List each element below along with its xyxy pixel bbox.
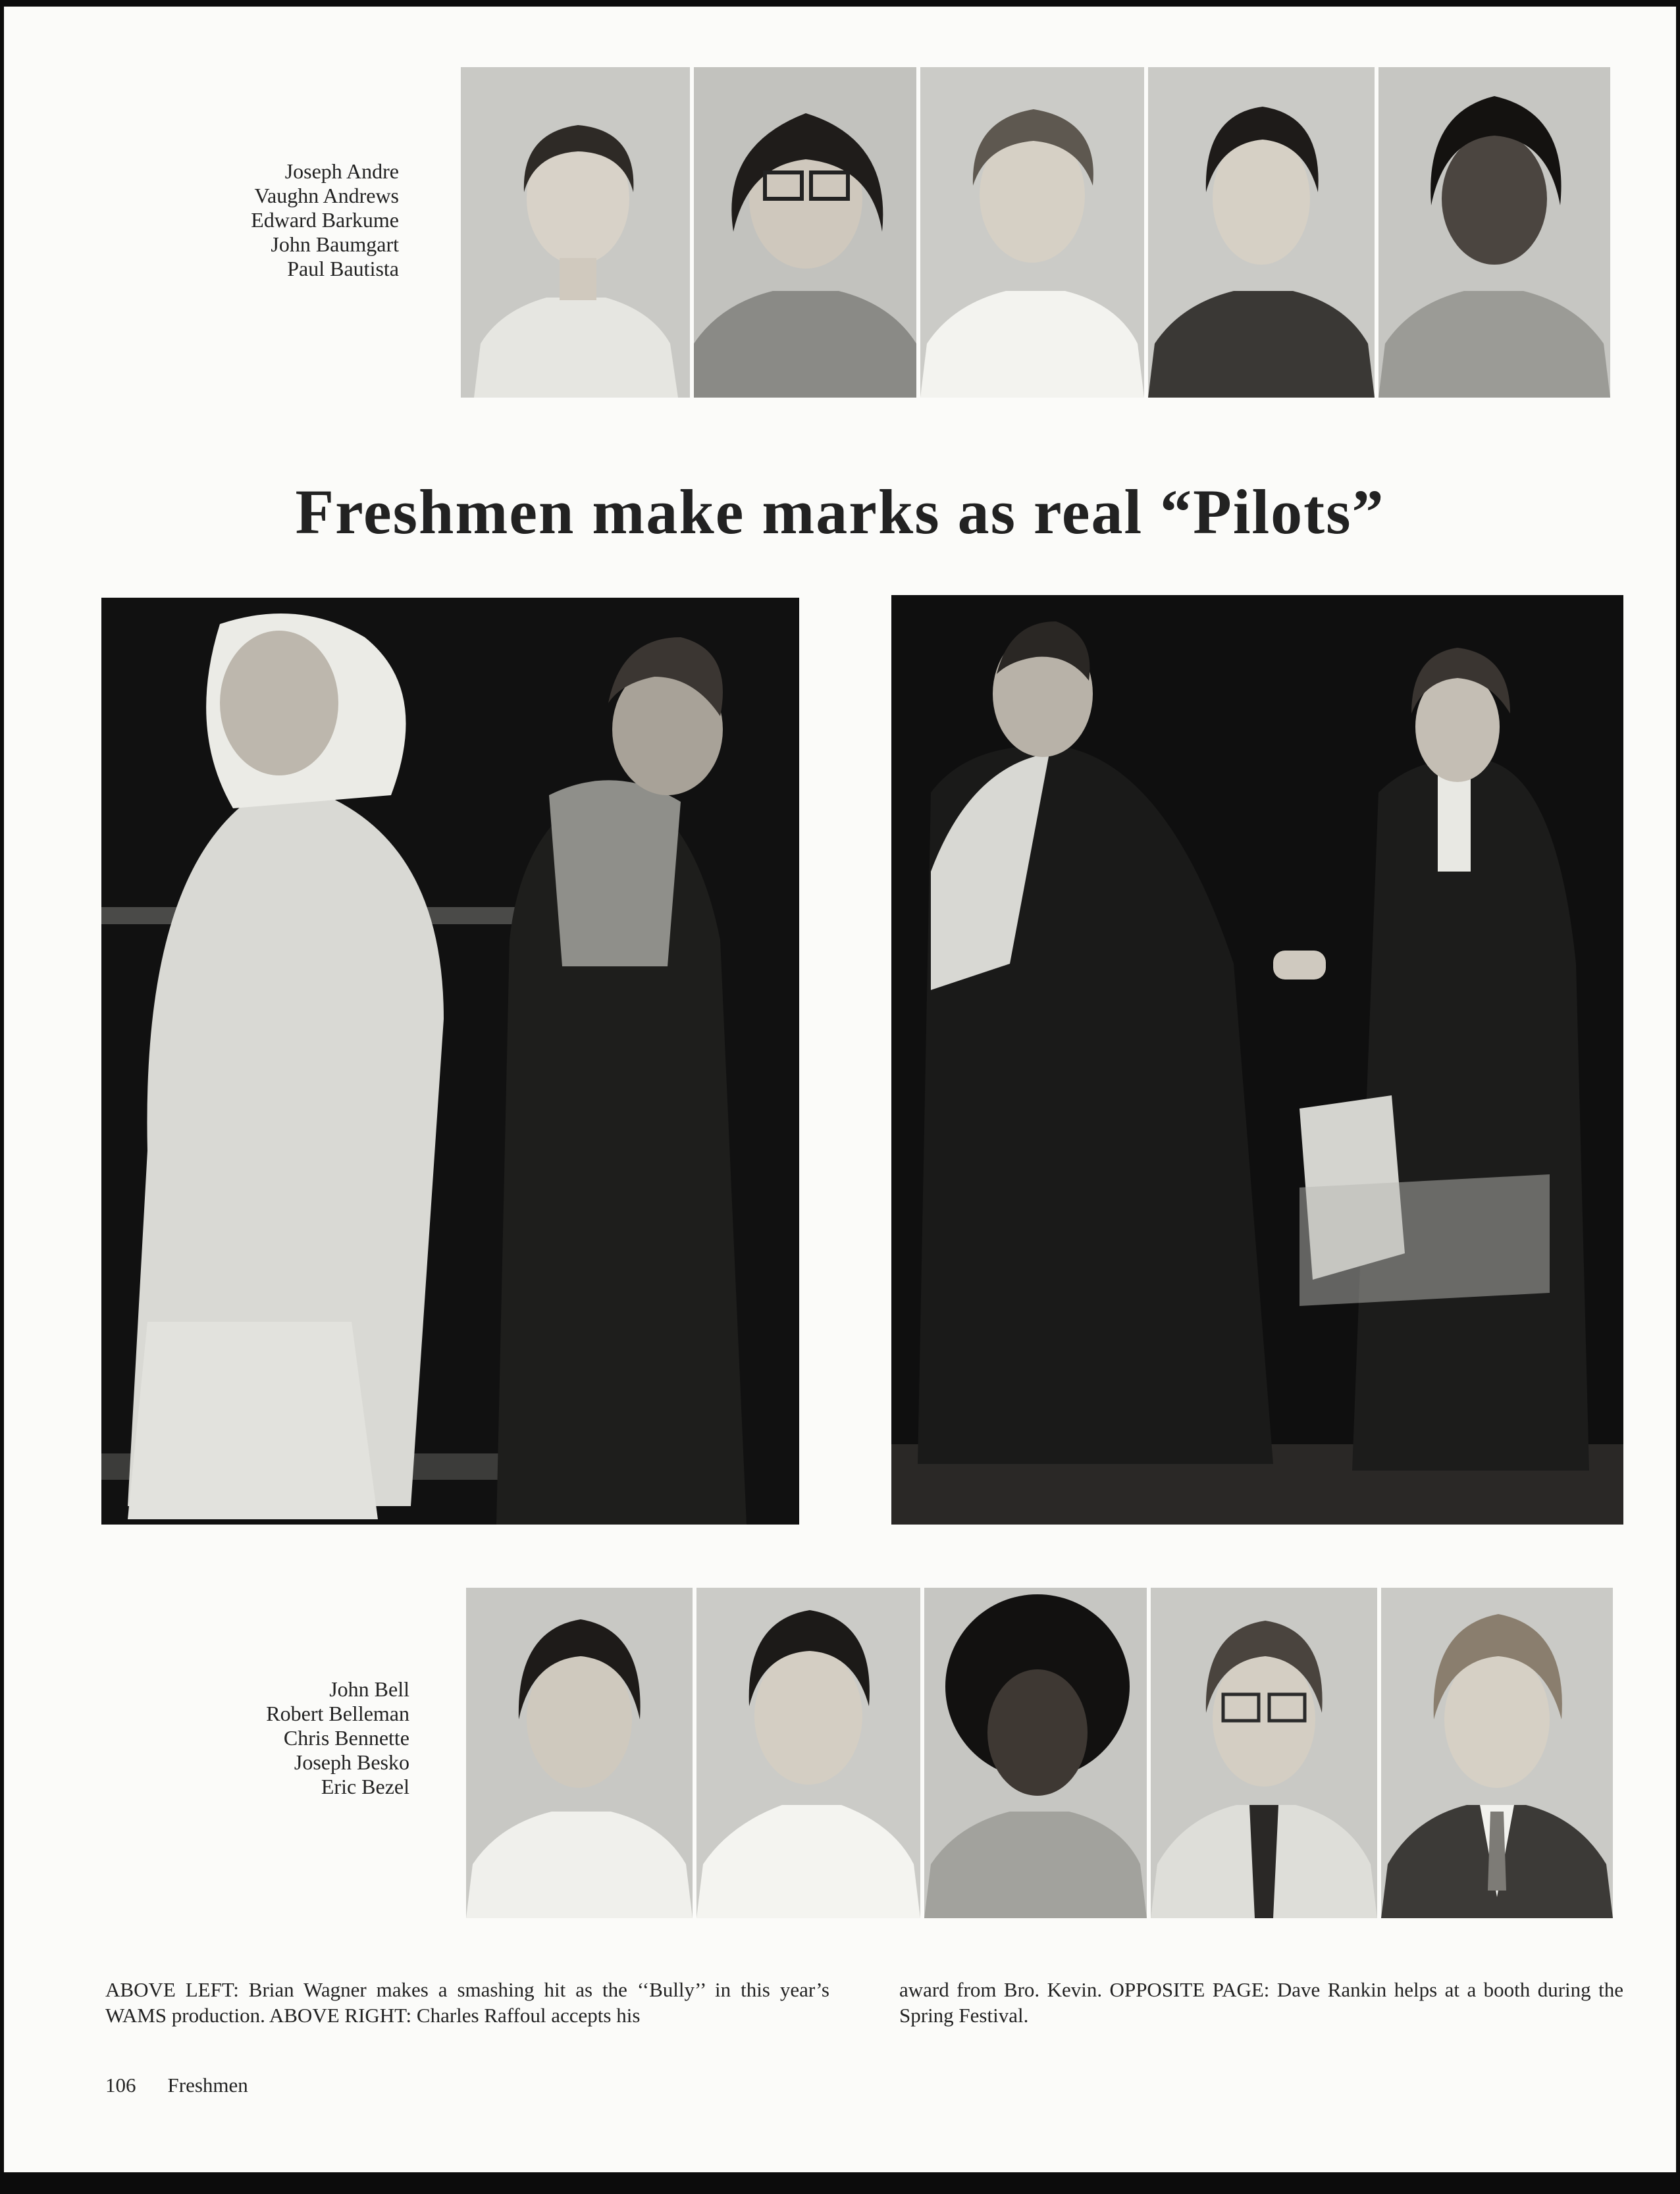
portrait-robert-belleman bbox=[696, 1588, 920, 1918]
name-joseph-besko: Joseph Besko bbox=[294, 1750, 409, 1774]
yearbook-page bbox=[4, 7, 1676, 2172]
caption-left: ABOVE LEFT: Brian Wagner makes a smashing hit as the ‘‘Bully’’ in this year’s WAMS production. ABOVE RIGHT: Charles Raffoul accepts his bbox=[105, 1978, 829, 2027]
section-name: Freshmen bbox=[167, 2074, 248, 2097]
portrait-chris-bennette bbox=[924, 1588, 1147, 1918]
portrait-john-baumgart bbox=[1148, 67, 1375, 398]
page-headline: Freshmen make marks as real “Pilots” bbox=[295, 477, 1385, 547]
name-vaughn-andrews: Vaughn Andrews bbox=[254, 184, 399, 207]
photo-captions bbox=[105, 1977, 1623, 2028]
portrait-joseph-besko bbox=[1151, 1588, 1377, 1918]
name-eric-bezel: Eric Bezel bbox=[321, 1775, 409, 1798]
portrait-joseph-andre bbox=[461, 67, 690, 398]
name-chris-bennette: Chris Bennette bbox=[283, 1726, 409, 1750]
bottom-names-list bbox=[215, 1677, 409, 1799]
page-number: 106 bbox=[105, 2074, 136, 2097]
name-robert-belleman: Robert Belleman bbox=[266, 1702, 409, 1725]
name-edward-barkume: Edward Barkume bbox=[251, 208, 399, 232]
photo-award-handshake bbox=[891, 595, 1623, 1525]
top-portrait-row bbox=[461, 67, 1610, 398]
name-john-bell: John Bell bbox=[329, 1677, 409, 1701]
page-folio bbox=[105, 2074, 248, 2097]
name-joseph-andre: Joseph Andre bbox=[284, 159, 399, 183]
top-names-list bbox=[201, 159, 399, 281]
portrait-john-bell bbox=[466, 1588, 693, 1918]
portrait-vaughn-andrews bbox=[694, 67, 916, 398]
portrait-eric-bezel bbox=[1381, 1588, 1613, 1918]
name-john-baumgart: John Baumgart bbox=[271, 232, 399, 256]
bottom-portrait-row bbox=[466, 1588, 1613, 1918]
name-paul-bautista: Paul Bautista bbox=[287, 257, 399, 280]
caption-right: award from Bro. Kevin. OPPOSITE PAGE: Dave Rankin helps at a booth during the Spring Festival. bbox=[899, 1978, 1623, 2027]
photo-stage-play bbox=[101, 598, 799, 1525]
portrait-paul-bautista bbox=[1378, 67, 1610, 398]
portrait-edward-barkume bbox=[920, 67, 1144, 398]
